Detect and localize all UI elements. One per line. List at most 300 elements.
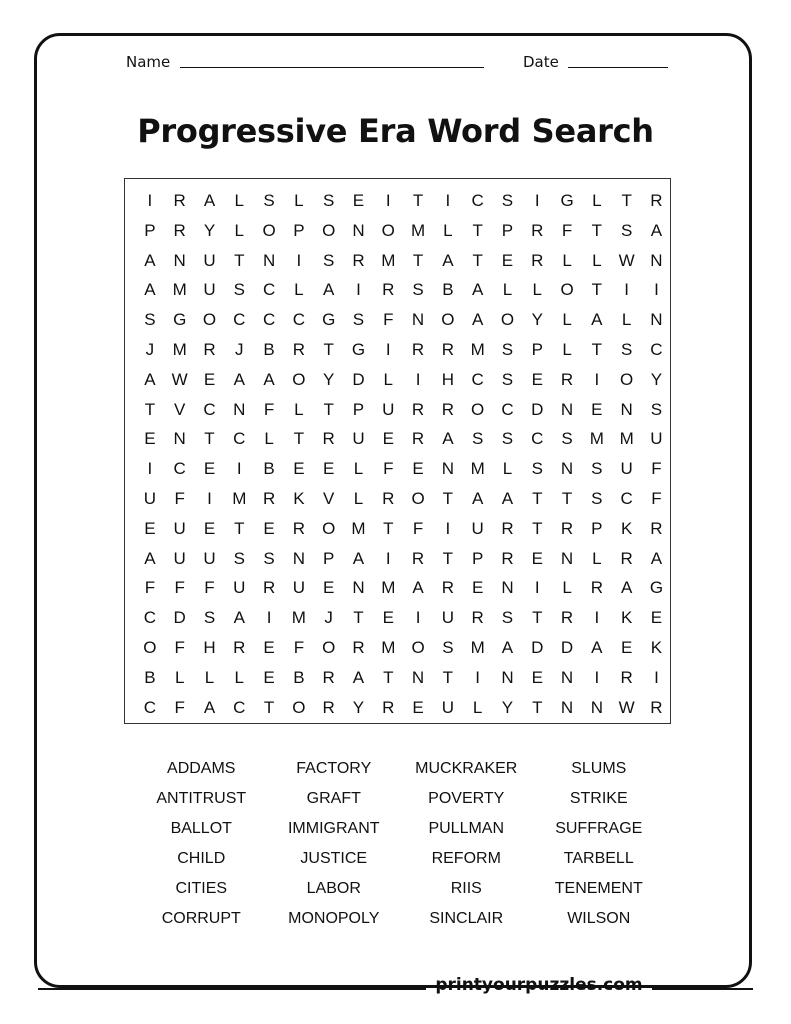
grid-letter[interactable]: M bbox=[172, 339, 187, 359]
grid-letter[interactable]: T bbox=[472, 250, 483, 270]
grid-letter[interactable]: R bbox=[441, 578, 454, 598]
grid-letter[interactable]: E bbox=[203, 459, 216, 479]
grid-letter[interactable]: A bbox=[442, 250, 454, 270]
grid-letter[interactable]: N bbox=[292, 548, 306, 568]
grid-letter[interactable]: I bbox=[445, 191, 451, 210]
grid-letter[interactable]: C bbox=[262, 310, 276, 330]
grid-letter[interactable]: E bbox=[412, 697, 424, 717]
grid-letter[interactable]: R bbox=[441, 339, 454, 359]
grid-letter[interactable]: T bbox=[532, 608, 543, 628]
grid-letter[interactable]: J bbox=[235, 339, 244, 359]
grid-letter[interactable]: P bbox=[323, 548, 335, 568]
grid-letter[interactable]: I bbox=[236, 459, 242, 479]
grid-letter[interactable]: A bbox=[650, 220, 663, 240]
grid-letter[interactable]: R bbox=[620, 548, 633, 568]
grid-letter[interactable]: O bbox=[202, 310, 217, 330]
grid-letter[interactable]: B bbox=[263, 339, 275, 359]
grid-letter[interactable]: M bbox=[291, 608, 306, 628]
grid-letter[interactable]: R bbox=[382, 488, 395, 508]
grid-letter[interactable]: N bbox=[590, 697, 603, 717]
grid-letter[interactable]: C bbox=[143, 608, 157, 628]
grid-letter[interactable]: A bbox=[263, 369, 275, 389]
grid-letter[interactable]: L bbox=[562, 339, 572, 359]
grid-letter[interactable]: M bbox=[410, 220, 426, 240]
grid-letter[interactable]: B bbox=[263, 459, 275, 479]
grid-letter[interactable]: N bbox=[352, 220, 365, 240]
date-field-line[interactable] bbox=[568, 67, 668, 68]
grid-letter[interactable]: E bbox=[263, 518, 275, 538]
grid-letter[interactable]: N bbox=[441, 459, 454, 479]
grid-letter[interactable]: A bbox=[203, 191, 216, 210]
grid-letter[interactable]: U bbox=[650, 429, 663, 449]
grid-letter[interactable]: N bbox=[560, 399, 574, 419]
grid-letter[interactable]: S bbox=[501, 191, 514, 210]
grid-letter[interactable]: L bbox=[443, 220, 453, 240]
grid-letter[interactable]: S bbox=[144, 310, 156, 330]
grid-letter[interactable]: S bbox=[233, 548, 245, 568]
grid-letter[interactable]: N bbox=[501, 667, 514, 687]
grid-letter[interactable]: J bbox=[324, 608, 333, 628]
grid-letter[interactable]: K bbox=[293, 488, 305, 508]
grid-letter[interactable]: R bbox=[352, 250, 365, 270]
grid-letter[interactable]: T bbox=[591, 220, 603, 240]
grid-letter[interactable]: L bbox=[234, 220, 245, 240]
grid-letter[interactable]: L bbox=[353, 459, 364, 479]
grid-letter[interactable]: L bbox=[562, 310, 572, 330]
grid-letter[interactable]: S bbox=[620, 339, 633, 359]
grid-letter[interactable]: F bbox=[561, 220, 573, 240]
grid-letter[interactable]: U bbox=[471, 518, 484, 538]
grid-letter[interactable]: L bbox=[532, 280, 542, 300]
grid-letter[interactable]: A bbox=[591, 310, 603, 330]
grid-letter[interactable]: T bbox=[383, 518, 394, 538]
grid-letter[interactable]: T bbox=[561, 488, 573, 508]
grid-letter[interactable]: B bbox=[442, 280, 454, 300]
grid-letter[interactable]: D bbox=[531, 637, 544, 657]
grid-letter[interactable]: R bbox=[233, 637, 246, 657]
grid-letter[interactable]: N bbox=[262, 250, 276, 270]
grid-letter[interactable]: R bbox=[292, 518, 306, 538]
grid-letter[interactable]: I bbox=[147, 459, 153, 479]
grid-letter[interactable]: T bbox=[442, 667, 454, 687]
grid-letter[interactable]: F bbox=[383, 310, 394, 330]
grid-letter[interactable]: N bbox=[233, 399, 246, 419]
grid-letter[interactable]: C bbox=[620, 488, 633, 508]
grid-letter[interactable]: R bbox=[411, 429, 425, 449]
grid-letter[interactable]: L bbox=[502, 280, 513, 300]
grid-letter[interactable]: I bbox=[207, 488, 212, 508]
grid-letter[interactable]: R bbox=[322, 667, 335, 687]
grid-letter[interactable]: S bbox=[591, 488, 603, 508]
grid-letter[interactable]: R bbox=[203, 339, 216, 359]
grid-letter[interactable]: K bbox=[620, 608, 633, 628]
grid-letter[interactable]: O bbox=[322, 518, 336, 538]
grid-letter[interactable]: T bbox=[591, 339, 603, 359]
grid-letter[interactable]: P bbox=[531, 339, 543, 359]
grid-letter[interactable]: A bbox=[144, 280, 156, 300]
grid-letter[interactable]: S bbox=[650, 399, 663, 419]
grid-letter[interactable]: N bbox=[411, 310, 425, 330]
grid-letter[interactable]: I bbox=[385, 339, 391, 359]
grid-letter[interactable]: U bbox=[441, 608, 454, 628]
grid-letter[interactable]: I bbox=[594, 667, 600, 687]
grid-letter[interactable]: S bbox=[591, 459, 603, 479]
grid-letter[interactable]: I bbox=[385, 191, 391, 210]
grid-letter[interactable]: G bbox=[351, 339, 366, 359]
grid-letter[interactable]: A bbox=[471, 310, 484, 330]
grid-letter[interactable]: R bbox=[411, 399, 425, 419]
grid-letter[interactable]: F bbox=[412, 518, 424, 538]
grid-letter[interactable]: T bbox=[591, 280, 603, 300]
grid-letter[interactable]: N bbox=[650, 250, 663, 270]
grid-letter[interactable]: E bbox=[144, 518, 156, 538]
grid-letter[interactable]: U bbox=[143, 488, 157, 508]
grid-letter[interactable]: B bbox=[144, 667, 156, 687]
grid-letter[interactable]: M bbox=[589, 429, 604, 449]
grid-letter[interactable]: A bbox=[412, 578, 424, 598]
grid-letter[interactable]: L bbox=[502, 459, 513, 479]
grid-letter[interactable]: U bbox=[352, 429, 365, 449]
grid-letter[interactable]: R bbox=[411, 339, 425, 359]
grid-letter[interactable]: S bbox=[501, 429, 514, 449]
grid-letter[interactable]: R bbox=[441, 399, 454, 419]
grid-letter[interactable]: C bbox=[471, 191, 484, 210]
grid-letter[interactable]: U bbox=[382, 399, 395, 419]
grid-letter[interactable]: P bbox=[591, 518, 603, 538]
grid-letter[interactable]: C bbox=[233, 697, 246, 717]
grid-letter[interactable]: I bbox=[534, 578, 540, 598]
grid-letter[interactable]: U bbox=[173, 548, 186, 568]
grid-letter[interactable]: N bbox=[352, 578, 365, 598]
grid-letter[interactable]: U bbox=[441, 697, 454, 717]
grid-letter[interactable]: Y bbox=[501, 697, 514, 717]
grid-letter[interactable]: A bbox=[144, 548, 156, 568]
grid-letter[interactable]: R bbox=[292, 339, 306, 359]
grid-letter[interactable]: C bbox=[173, 459, 186, 479]
grid-letter[interactable]: I bbox=[475, 667, 481, 687]
grid-letter[interactable]: D bbox=[173, 608, 186, 628]
grid-letter[interactable]: E bbox=[471, 578, 484, 598]
grid-letter[interactable]: A bbox=[591, 637, 603, 657]
grid-letter[interactable]: I bbox=[445, 518, 451, 538]
grid-letter[interactable]: S bbox=[501, 369, 514, 389]
grid-letter[interactable]: N bbox=[560, 548, 574, 568]
grid-letter[interactable]: E bbox=[203, 518, 216, 538]
grid-letter[interactable]: N bbox=[501, 578, 514, 598]
grid-letter[interactable]: R bbox=[590, 578, 603, 598]
grid-letter[interactable]: T bbox=[532, 488, 543, 508]
grid-letter[interactable]: U bbox=[292, 578, 306, 598]
grid-letter[interactable]: R bbox=[262, 578, 276, 598]
grid-letter[interactable]: O bbox=[381, 220, 395, 240]
grid-letter[interactable]: E bbox=[382, 608, 394, 628]
grid-letter[interactable]: E bbox=[620, 637, 633, 657]
grid-letter[interactable]: T bbox=[234, 250, 245, 270]
grid-letter[interactable]: A bbox=[501, 637, 514, 657]
grid-letter[interactable]: E bbox=[144, 429, 156, 449]
grid-letter[interactable]: S bbox=[203, 608, 216, 628]
grid-letter[interactable]: P bbox=[501, 220, 514, 240]
grid-letter[interactable]: R bbox=[620, 667, 633, 687]
grid-letter[interactable]: E bbox=[323, 578, 335, 598]
grid-letter[interactable]: I bbox=[296, 250, 302, 270]
grid-letter[interactable]: M bbox=[351, 518, 366, 538]
grid-letter[interactable]: U bbox=[620, 459, 633, 479]
grid-letter[interactable]: T bbox=[263, 697, 275, 717]
grid-letter[interactable]: E bbox=[412, 459, 424, 479]
grid-letter[interactable]: I bbox=[594, 369, 600, 389]
grid-letter[interactable]: U bbox=[203, 280, 216, 300]
grid-letter[interactable]: R bbox=[501, 518, 514, 538]
grid-letter[interactable]: S bbox=[263, 548, 275, 568]
grid-letter[interactable]: R bbox=[173, 220, 186, 240]
grid-letter[interactable]: E bbox=[531, 548, 543, 568]
grid-letter[interactable]: R bbox=[531, 220, 544, 240]
grid-letter[interactable]: O bbox=[143, 637, 157, 657]
grid-letter[interactable]: P bbox=[144, 220, 156, 240]
grid-letter[interactable]: F bbox=[174, 697, 185, 717]
grid-letter[interactable]: E bbox=[531, 667, 543, 687]
grid-letter[interactable]: R bbox=[382, 280, 395, 300]
grid-letter[interactable]: Y bbox=[323, 369, 335, 389]
grid-letter[interactable]: L bbox=[621, 310, 632, 330]
grid-letter[interactable]: A bbox=[144, 250, 156, 270]
grid-letter[interactable]: T bbox=[472, 220, 483, 240]
grid-letter[interactable]: A bbox=[352, 667, 365, 687]
grid-letter[interactable]: S bbox=[263, 191, 275, 210]
grid-letter[interactable]: N bbox=[173, 429, 186, 449]
grid-letter[interactable]: T bbox=[383, 667, 394, 687]
grid-letter[interactable]: J bbox=[145, 339, 155, 359]
grid-letter[interactable]: F bbox=[383, 459, 394, 479]
grid-letter[interactable]: H bbox=[441, 369, 454, 389]
grid-letter[interactable]: F bbox=[293, 637, 305, 657]
grid-letter[interactable]: T bbox=[412, 191, 424, 210]
grid-letter[interactable]: R bbox=[411, 548, 425, 568]
grid-letter[interactable]: Y bbox=[531, 310, 543, 330]
grid-letter[interactable]: M bbox=[381, 250, 396, 270]
grid-letter[interactable]: U bbox=[203, 548, 216, 568]
grid-letter[interactable]: L bbox=[472, 697, 483, 717]
grid-letter[interactable]: Y bbox=[352, 697, 365, 717]
grid-letter[interactable]: M bbox=[172, 280, 187, 300]
grid-letter[interactable]: L bbox=[234, 667, 245, 687]
grid-letter[interactable]: W bbox=[618, 250, 635, 270]
grid-letter[interactable]: L bbox=[234, 191, 245, 210]
grid-letter[interactable]: D bbox=[560, 637, 574, 657]
grid-letter[interactable]: F bbox=[263, 399, 275, 419]
grid-letter[interactable]: L bbox=[174, 667, 185, 687]
grid-letter[interactable]: E bbox=[531, 369, 543, 389]
grid-letter[interactable]: T bbox=[412, 250, 424, 270]
grid-letter[interactable]: T bbox=[144, 399, 156, 419]
grid-letter[interactable]: L bbox=[294, 280, 304, 300]
grid-letter[interactable]: T bbox=[204, 429, 215, 449]
grid-letter[interactable]: I bbox=[534, 191, 540, 210]
grid-letter[interactable]: O bbox=[322, 637, 336, 657]
grid-letter[interactable]: M bbox=[470, 339, 485, 359]
grid-letter[interactable]: A bbox=[501, 488, 514, 508]
grid-letter[interactable]: G bbox=[322, 310, 336, 330]
grid-letter[interactable]: L bbox=[264, 429, 274, 449]
grid-letter[interactable]: O bbox=[262, 220, 276, 240]
grid-letter[interactable]: A bbox=[471, 280, 484, 300]
grid-letter[interactable]: O bbox=[292, 697, 306, 717]
grid-letter[interactable]: R bbox=[173, 191, 186, 210]
grid-letter[interactable]: W bbox=[618, 697, 635, 717]
grid-letter[interactable]: A bbox=[144, 369, 156, 389]
grid-letter[interactable]: P bbox=[293, 220, 305, 240]
grid-letter[interactable]: F bbox=[174, 637, 185, 657]
grid-letter[interactable]: O bbox=[411, 637, 425, 657]
grid-letter[interactable]: P bbox=[471, 548, 484, 568]
grid-letter[interactable]: I bbox=[385, 548, 391, 568]
grid-letter[interactable]: L bbox=[562, 578, 572, 598]
grid-letter[interactable]: M bbox=[232, 488, 247, 508]
grid-letter[interactable]: U bbox=[203, 250, 216, 270]
grid-letter[interactable]: L bbox=[294, 191, 304, 210]
grid-letter[interactable]: T bbox=[323, 399, 334, 419]
grid-letter[interactable]: A bbox=[233, 369, 245, 389]
grid-letter[interactable]: G bbox=[560, 191, 574, 210]
name-field-line[interactable] bbox=[180, 67, 484, 68]
grid-letter[interactable]: R bbox=[501, 548, 514, 568]
grid-letter[interactable]: D bbox=[531, 399, 544, 419]
grid-letter[interactable]: M bbox=[619, 429, 634, 449]
grid-letter[interactable]: C bbox=[262, 280, 276, 300]
grid-letter[interactable]: Y bbox=[650, 369, 663, 389]
grid-letter[interactable]: C bbox=[471, 369, 484, 389]
grid-letter[interactable]: E bbox=[293, 459, 305, 479]
grid-letter[interactable]: G bbox=[173, 310, 187, 330]
grid-letter[interactable]: S bbox=[501, 339, 514, 359]
grid-letter[interactable]: R bbox=[650, 191, 663, 210]
grid-letter[interactable]: L bbox=[383, 369, 393, 389]
grid-letter[interactable]: I bbox=[624, 280, 630, 300]
grid-letter[interactable]: F bbox=[174, 488, 185, 508]
grid-letter[interactable]: N bbox=[560, 697, 574, 717]
grid-letter[interactable]: R bbox=[560, 518, 574, 538]
grid-letter[interactable]: H bbox=[203, 637, 216, 657]
grid-letter[interactable]: E bbox=[323, 459, 335, 479]
grid-letter[interactable]: O bbox=[560, 280, 574, 300]
grid-letter[interactable]: T bbox=[532, 697, 543, 717]
grid-letter[interactable]: A bbox=[323, 280, 335, 300]
grid-letter[interactable]: A bbox=[650, 548, 663, 568]
grid-letter[interactable]: I bbox=[654, 280, 659, 300]
grid-letter[interactable]: S bbox=[442, 637, 454, 657]
grid-letter[interactable]: U bbox=[233, 578, 246, 598]
grid-letter[interactable]: S bbox=[323, 191, 335, 210]
grid-letter[interactable]: R bbox=[531, 250, 544, 270]
grid-letter[interactable]: S bbox=[501, 608, 514, 628]
grid-letter[interactable]: S bbox=[561, 429, 573, 449]
grid-letter[interactable]: A bbox=[471, 488, 484, 508]
grid-letter[interactable]: C bbox=[233, 429, 246, 449]
grid-letter[interactable]: E bbox=[591, 399, 603, 419]
grid-letter[interactable]: D bbox=[352, 369, 365, 389]
grid-letter[interactable]: N bbox=[173, 250, 186, 270]
grid-letter[interactable]: S bbox=[323, 250, 335, 270]
grid-letter[interactable]: R bbox=[650, 697, 663, 717]
grid-letter[interactable]: O bbox=[441, 310, 455, 330]
grid-letter[interactable]: K bbox=[650, 637, 663, 657]
grid-letter[interactable]: T bbox=[621, 191, 632, 210]
grid-letter[interactable]: L bbox=[562, 250, 572, 270]
grid-letter[interactable]: F bbox=[174, 578, 185, 598]
grid-letter[interactable]: V bbox=[174, 399, 186, 419]
footer-site-link[interactable]: printyourpuzzles.com bbox=[435, 975, 643, 995]
grid-letter[interactable]: I bbox=[266, 608, 272, 628]
grid-letter[interactable]: L bbox=[204, 667, 215, 687]
grid-letter[interactable]: G bbox=[649, 578, 664, 598]
grid-letter[interactable]: I bbox=[147, 191, 153, 210]
grid-letter[interactable]: A bbox=[442, 429, 454, 449]
grid-letter[interactable]: E bbox=[263, 667, 275, 687]
grid-letter[interactable]: O bbox=[500, 310, 515, 330]
grid-letter[interactable]: R bbox=[560, 608, 574, 628]
grid-letter[interactable]: A bbox=[203, 697, 216, 717]
grid-letter[interactable]: E bbox=[352, 191, 365, 210]
grid-letter[interactable]: A bbox=[352, 548, 365, 568]
grid-letter[interactable]: I bbox=[356, 280, 361, 300]
grid-letter[interactable]: I bbox=[654, 667, 659, 687]
grid-letter[interactable]: Y bbox=[203, 220, 216, 240]
grid-letter[interactable]: R bbox=[382, 697, 395, 717]
grid-letter[interactable]: R bbox=[560, 369, 574, 389]
grid-letter[interactable]: M bbox=[381, 578, 396, 598]
grid-letter[interactable]: S bbox=[620, 220, 633, 240]
grid-letter[interactable]: M bbox=[470, 459, 485, 479]
grid-letter[interactable]: C bbox=[650, 339, 663, 359]
grid-letter[interactable]: O bbox=[411, 488, 425, 508]
grid-letter[interactable]: N bbox=[650, 310, 663, 330]
grid-letter[interactable]: O bbox=[292, 369, 306, 389]
grid-letter[interactable]: F bbox=[651, 459, 662, 479]
grid-letter[interactable]: R bbox=[471, 608, 484, 628]
grid-letter[interactable]: E bbox=[203, 369, 216, 389]
grid-letter[interactable]: L bbox=[592, 250, 602, 270]
grid-letter[interactable]: S bbox=[471, 429, 484, 449]
grid-letter[interactable]: T bbox=[353, 608, 364, 628]
grid-letter[interactable]: K bbox=[620, 518, 633, 538]
grid-letter[interactable]: L bbox=[294, 399, 304, 419]
grid-letter[interactable]: N bbox=[620, 399, 633, 419]
grid-letter[interactable]: S bbox=[412, 280, 424, 300]
grid-letter[interactable]: C bbox=[203, 399, 216, 419]
grid-letter[interactable]: O bbox=[322, 220, 336, 240]
grid-letter[interactable]: A bbox=[620, 578, 633, 598]
grid-letter[interactable]: W bbox=[171, 369, 188, 389]
grid-letter[interactable]: L bbox=[592, 191, 602, 210]
grid-letter[interactable]: B bbox=[293, 667, 305, 687]
grid-letter[interactable]: C bbox=[531, 429, 544, 449]
grid-letter[interactable]: F bbox=[144, 578, 156, 598]
grid-letter[interactable]: F bbox=[204, 578, 215, 598]
grid-letter[interactable]: S bbox=[531, 459, 543, 479]
grid-letter[interactable]: E bbox=[650, 608, 663, 628]
grid-letter[interactable]: T bbox=[293, 429, 305, 449]
grid-letter[interactable]: E bbox=[382, 429, 394, 449]
grid-letter[interactable]: I bbox=[594, 608, 600, 628]
grid-letter[interactable]: U bbox=[173, 518, 186, 538]
grid-letter[interactable]: R bbox=[322, 429, 335, 449]
grid-letter[interactable]: C bbox=[292, 310, 306, 330]
grid-letter[interactable]: R bbox=[650, 518, 663, 538]
grid-letter[interactable]: V bbox=[323, 488, 335, 508]
grid-letter[interactable]: E bbox=[263, 637, 275, 657]
grid-letter[interactable]: R bbox=[352, 637, 365, 657]
